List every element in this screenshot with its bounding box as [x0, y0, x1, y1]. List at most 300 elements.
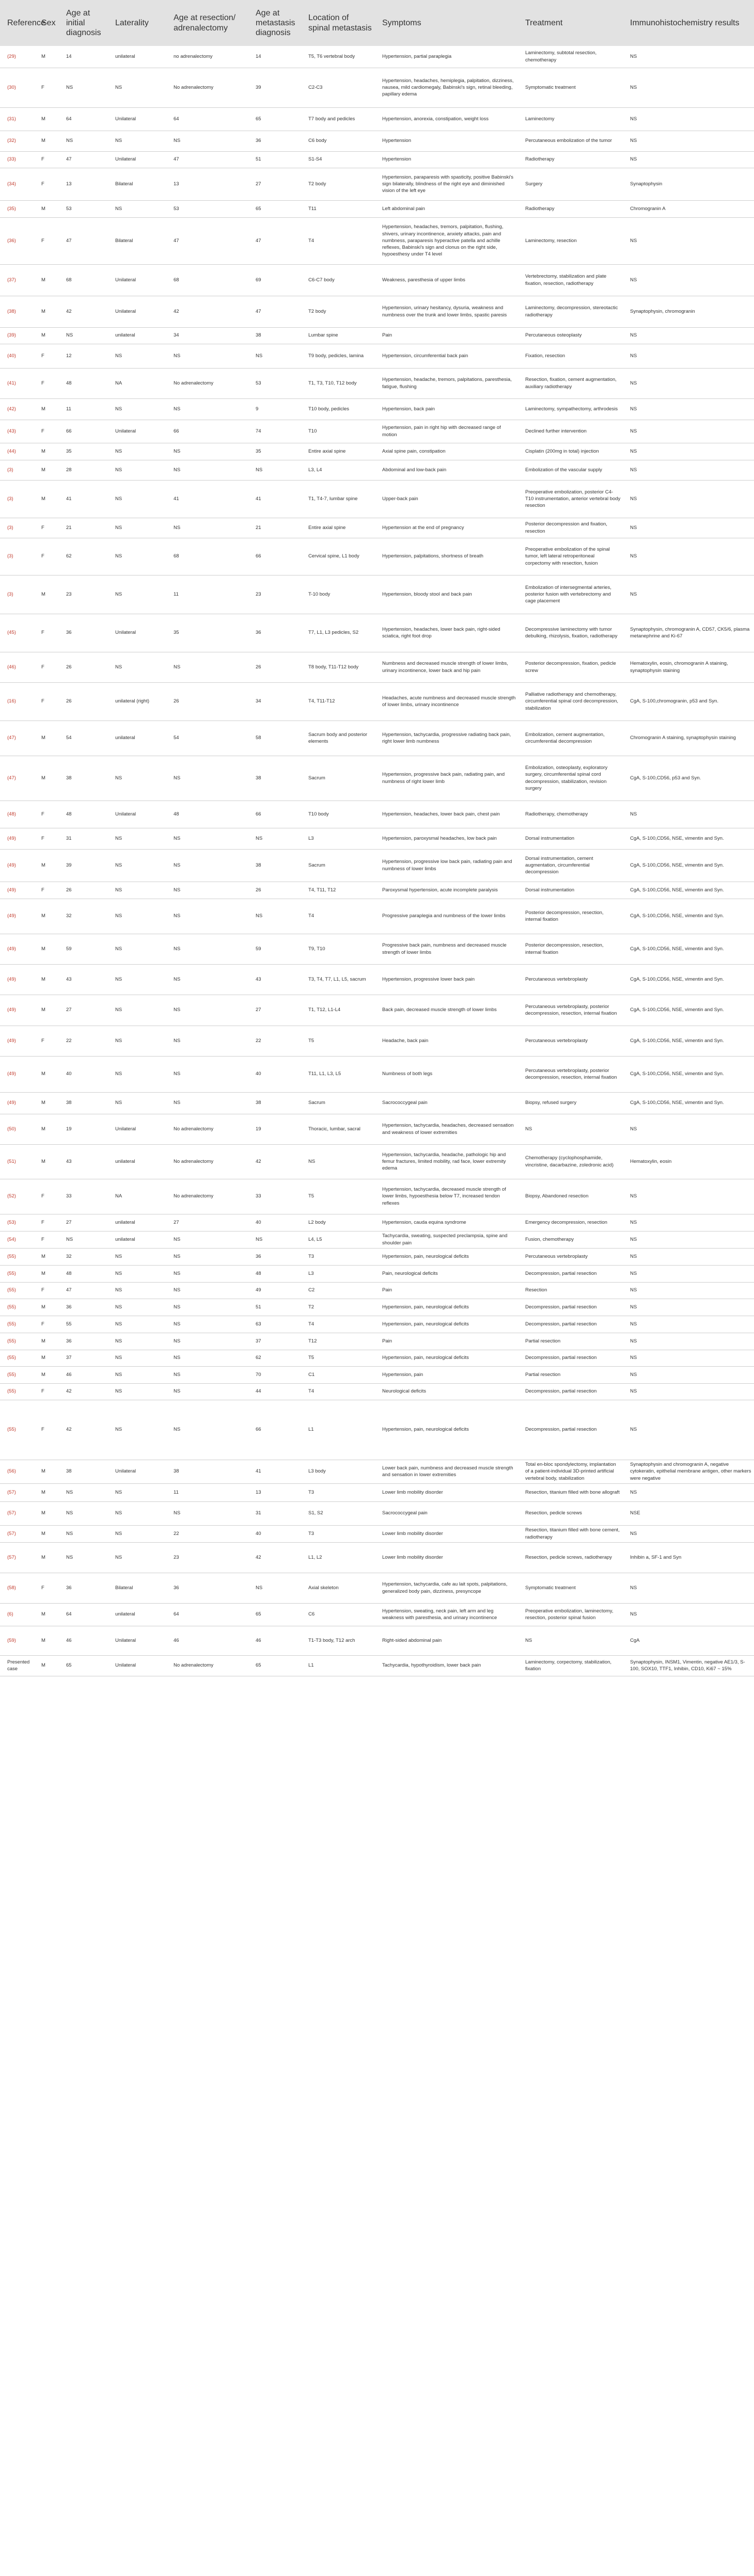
header-symptoms: Symptoms: [382, 18, 421, 27]
row-reference: (35): [7, 205, 16, 212]
row-age-metastasis: 40: [256, 1219, 261, 1225]
row-laterality: unilateral (right): [115, 698, 149, 705]
row-ihc: NS: [630, 1585, 637, 1591]
table-row: [0, 1525, 754, 1542]
row-symptoms: Progressive paraplegia and numbness of the lower limbs: [382, 913, 506, 919]
row-age-metastasis: 49: [256, 1287, 261, 1293]
row-reference: (3): [7, 495, 13, 502]
row-symptoms: Paroxysmal hypertension, acute incomplete paralysis: [382, 887, 498, 893]
row-treatment: Surgery: [525, 181, 543, 187]
row-sex: M: [41, 1338, 45, 1344]
row-symptoms: Tachycardia, hypothyroidism, lower back pain: [382, 1662, 481, 1669]
table-row: [0, 217, 754, 264]
row-ihc: NS: [630, 1304, 637, 1310]
row-location: T2 body: [308, 308, 326, 314]
row-age-metastasis: 62: [256, 1355, 261, 1361]
row-location: C2-C3: [308, 84, 323, 90]
table-row: [0, 296, 754, 327]
row-location: T7 body and pedicles: [308, 116, 355, 122]
row-treatment: Vertebrectomy, stabilization and plate fixation, resection, radiotherapy: [525, 274, 607, 286]
row-ihc: NS: [630, 332, 637, 339]
row-symptoms: Hypertension, tachycardia, progressive radiating back pain, right lower limb numbness: [382, 731, 511, 744]
row-reference: (32): [7, 138, 16, 144]
header-treatment: Treatment: [525, 18, 563, 27]
row-sex: M: [41, 1007, 45, 1013]
row-reference: (58): [7, 1585, 16, 1591]
row-treatment: Fixation, resection: [525, 353, 566, 359]
row-reference: (49): [7, 913, 16, 919]
row-symptoms: Right-sided abdominal pain: [382, 1637, 442, 1643]
row-treatment: Posterior decompression, fixation, pedicle screw: [525, 661, 616, 674]
row-symptoms: Numbness and decreased muscle strength of lower limbs, urinary incontinence, lower back and hip pain: [382, 661, 508, 674]
row-reference: (44): [7, 448, 16, 454]
row-sex: M: [41, 735, 45, 741]
row-symptoms: Hypertension, circumferential back pain: [382, 353, 468, 359]
row-age-initial: 14: [66, 54, 72, 60]
row-treatment: Preoperative embolization of the spinal tumor, left lateral retroperitoneal corpectomy with resection, fusion: [525, 547, 610, 566]
row-symptoms: Pain: [382, 1287, 392, 1293]
row-treatment: Partial resection: [525, 1371, 561, 1378]
row-symptoms: Lower limb mobility disorder: [382, 1554, 443, 1560]
row-sex: F: [41, 1193, 44, 1199]
row-symptoms: Hypertension, pain, neurological deficits: [382, 1427, 469, 1433]
row-treatment: Embolization of intersegmental arteries, posterior fusion with vertebrectomy and cage placement: [525, 584, 611, 604]
row-age-metastasis: 22: [256, 1037, 261, 1044]
row-location: L3, L4: [308, 467, 322, 473]
row-location: NS: [308, 1158, 316, 1164]
row-treatment: Embolization of the vascular supply: [525, 467, 602, 473]
row-laterality: NS: [115, 1489, 122, 1495]
row-ihc: CgA, S-100,CD56, NSE, vimentin and Syn.: [630, 835, 724, 841]
row-sex: M: [41, 1158, 45, 1164]
row-laterality: NS: [115, 913, 122, 919]
row-sex: F: [41, 1287, 44, 1293]
row-treatment: Percutaneous embolization of the tumor: [525, 138, 612, 144]
row-reference: (49): [7, 1071, 16, 1077]
row-location: T9 body, pedicles, lamina: [308, 353, 364, 359]
row-location: T4, T11, T12: [308, 887, 336, 893]
row-symptoms: Hypertension, bloody stool and back pain: [382, 591, 472, 597]
row-ihc: NS: [630, 54, 637, 60]
row-reference: (47): [7, 775, 16, 781]
row-symptoms: Pain: [382, 332, 392, 339]
row-laterality: Unilateral: [115, 308, 136, 314]
row-age-initial: 33: [66, 1193, 72, 1199]
row-laterality: NS: [115, 467, 122, 473]
row-age-initial: 35: [66, 448, 72, 454]
row-reference: (36): [7, 237, 16, 244]
row-location: C2: [308, 1287, 315, 1293]
row-age-resection: no adrenalectomy: [174, 54, 213, 60]
table-row: [0, 801, 754, 828]
row-symptoms: Tachycardia, sweating, suspected preclampsia, spine and shoulder pain: [382, 1233, 508, 1246]
row-treatment: Radiotherapy: [525, 156, 555, 163]
table-row: [0, 1265, 754, 1282]
row-symptoms: Hypertension, headaches, tremors, palpitation, flushing, shivers, urinary incontinence, anxiety attacks, pain and numbness, paraparesis hyperactive patella and achille reflexes, Babinski's sign and clonus on the right side, hypoesthesy under T4 level: [382, 224, 504, 258]
row-sex: F: [41, 1427, 44, 1433]
row-laterality: NS: [115, 1100, 122, 1106]
row-treatment: Embolization, cement augmentation, circumferential decompression: [525, 731, 605, 744]
row-age-resection: 66: [174, 428, 179, 434]
row-age-metastasis: 42: [256, 1554, 261, 1560]
row-age-resection: 41: [174, 495, 179, 502]
row-location: T10 body: [308, 811, 329, 817]
row-sex: M: [41, 1100, 45, 1106]
row-location: S1, S2: [308, 1510, 323, 1516]
row-age-metastasis: 43: [256, 976, 261, 982]
row-location: Thoracic, lumbar, sacral: [308, 1126, 360, 1132]
row-sex: M: [41, 1270, 45, 1276]
row-reference: (42): [7, 406, 16, 412]
row-age-metastasis: 70: [256, 1371, 261, 1378]
row-age-metastasis: 47: [256, 237, 261, 244]
row-reference: (49): [7, 835, 16, 841]
row-age-initial: 53: [66, 205, 72, 212]
row-age-resection: 26: [174, 698, 179, 705]
row-location: L3 body: [308, 1468, 326, 1475]
row-laterality: NS: [115, 591, 122, 597]
row-ihc: NS: [630, 467, 637, 473]
row-laterality: Unilateral: [115, 1662, 136, 1669]
row-age-initial: 62: [66, 553, 72, 559]
row-treatment: Dorsal instrumentation, cement augmentation, circumferential decompression: [525, 855, 593, 875]
row-treatment: Symptomatic treatment: [525, 1585, 576, 1591]
row-symptoms: Hypertension, palpitations, shortness of breath: [382, 553, 483, 559]
row-laterality: unilateral: [115, 1611, 135, 1618]
row-age-initial: 36: [66, 630, 72, 636]
row-laterality: NS: [115, 448, 122, 454]
row-age-resection: No adrenalectomy: [174, 1126, 214, 1132]
row-sex: M: [41, 1355, 45, 1361]
row-age-resection: No adrenalectomy: [174, 84, 214, 90]
row-sex: F: [41, 1037, 44, 1044]
row-age-resection: NS: [174, 1321, 181, 1327]
row-age-metastasis: 53: [256, 380, 261, 386]
row-sex: M: [41, 332, 45, 339]
row-laterality: NS: [115, 1530, 122, 1537]
row-ihc: Inhibin a, SF-1 and Syn: [630, 1554, 682, 1560]
row-location: T8 body, T11-T12 body: [308, 664, 359, 670]
table-row: [0, 327, 754, 344]
row-reference: (50): [7, 1126, 16, 1132]
row-age-metastasis: 38: [256, 862, 261, 868]
row-location: L1: [308, 1427, 314, 1433]
row-treatment: Total en-bloc spondylectomy, implantation of a patient-individual 3D-printed artificial vertebral body, stabilization: [525, 1462, 616, 1481]
row-sex: F: [41, 1236, 44, 1242]
row-reference: (49): [7, 1100, 16, 1106]
row-symptoms: Hypertension: [382, 156, 411, 163]
row-symptoms: Headaches, acute numbness and decreased muscle strength of lower limbs, urinary incontinence: [382, 695, 516, 708]
row-age-metastasis: 23: [256, 591, 261, 597]
row-ihc: NS: [630, 116, 637, 122]
row-laterality: NS: [115, 1355, 122, 1361]
row-sex: F: [41, 835, 44, 841]
row-symptoms: Pain, neurological deficits: [382, 1270, 438, 1276]
row-laterality: NS: [115, 84, 122, 90]
table-row: [0, 46, 754, 68]
row-ihc: NS: [630, 1287, 637, 1293]
row-age-initial: 47: [66, 156, 72, 163]
row-age-initial: 39: [66, 862, 72, 868]
row-age-resection: 53: [174, 205, 179, 212]
row-age-metastasis: 27: [256, 181, 261, 187]
row-age-resection: NS: [174, 1304, 181, 1310]
row-reference: (55): [7, 1287, 16, 1293]
row-location: L3: [308, 1270, 314, 1276]
table-row: [0, 652, 754, 682]
row-sex: F: [41, 84, 44, 90]
row-age-resection: 68: [174, 553, 179, 559]
row-reference: (55): [7, 1427, 16, 1433]
row-age-resection: No adrenalectomy: [174, 1193, 214, 1199]
row-location: T10 body, pedicles: [308, 406, 350, 412]
row-age-metastasis: 26: [256, 887, 261, 893]
row-age-initial: 64: [66, 1611, 72, 1618]
row-age-resection: No adrenalectomy: [174, 1158, 214, 1164]
row-reference: (59): [7, 1637, 16, 1643]
row-sex: F: [41, 380, 44, 386]
row-treatment: Decompression, partial resection: [525, 1427, 597, 1433]
row-laterality: unilateral: [115, 1219, 135, 1225]
row-symptoms: Hypertension, progressive back pain, radiating pain, and numbness of right lower limb: [382, 772, 505, 785]
row-location: T4: [308, 913, 315, 919]
row-symptoms: Hypertension, partial paraplegia: [382, 54, 452, 60]
row-location: Sacrum: [308, 775, 325, 781]
row-location: T2: [308, 1304, 315, 1310]
row-location: L3: [308, 835, 314, 841]
row-location: Sacrum: [308, 1100, 325, 1106]
row-sex: M: [41, 308, 45, 314]
row-age-initial: 13: [66, 181, 72, 187]
row-age-metastasis: 35: [256, 448, 261, 454]
row-treatment: Radiotherapy: [525, 205, 555, 212]
row-age-resection: NS: [174, 1510, 181, 1516]
row-ihc: Chromogranin A staining, synaptophysin staining: [630, 735, 736, 741]
row-sex: M: [41, 775, 45, 781]
row-age-initial: 27: [66, 1007, 72, 1013]
row-treatment: Palliative radiotherapy and chemotherapy, circumferential spinal cord decompression, stabilization: [525, 692, 619, 711]
row-sex: F: [41, 664, 44, 670]
row-age-initial: 27: [66, 1219, 72, 1225]
row-age-resection: NS: [174, 1236, 181, 1242]
row-age-initial: 38: [66, 1468, 72, 1475]
table-row: [0, 1573, 754, 1603]
table-row: [0, 1299, 754, 1316]
row-treatment: Posterior decompression, resection, internal fixation: [525, 942, 604, 955]
row-ihc: NS: [630, 448, 637, 454]
table-row: [0, 1483, 754, 1501]
row-age-resection: NS: [174, 1371, 181, 1378]
row-age-initial: 32: [66, 1253, 72, 1259]
row-laterality: NS: [115, 1287, 122, 1293]
row-sex: M: [41, 1662, 45, 1669]
row-reference: (55): [7, 1304, 16, 1310]
table-row: [0, 538, 754, 575]
table-row: [0, 995, 754, 1026]
row-location: T4: [308, 237, 315, 244]
row-reference: (3): [7, 591, 13, 597]
row-age-initial: 21: [66, 524, 72, 531]
row-treatment: Chemotherapy (cyclophosphamide, vincristine, dacarbazine, zoledronic acid): [525, 1155, 614, 1168]
table-row: [0, 1542, 754, 1573]
row-age-resection: No adrenalectomy: [174, 380, 214, 386]
row-age-metastasis: 41: [256, 1468, 261, 1475]
row-location: L1, L2: [308, 1554, 322, 1560]
row-reference: (57): [7, 1489, 16, 1495]
row-reference: (52): [7, 1193, 16, 1199]
row-treatment: Symptomatic treatment: [525, 84, 576, 90]
row-treatment: Radiotherapy, chemotherapy: [525, 811, 588, 817]
row-symptoms: Neurological deficits: [382, 1388, 427, 1395]
row-laterality: NS: [115, 1427, 122, 1433]
row-age-metastasis: 48: [256, 1270, 261, 1276]
row-laterality: unilateral: [115, 1236, 135, 1242]
table-row: [0, 1501, 754, 1525]
row-laterality: NS: [115, 1554, 122, 1560]
row-location: Sacrum body and posterior elements: [308, 731, 368, 744]
row-age-initial: NS: [66, 1554, 73, 1560]
row-location: T7, L1, L3 pedicles, S2: [308, 630, 359, 636]
table-row: [0, 899, 754, 934]
row-location: C6-C7 body: [308, 277, 335, 283]
row-reference: (57): [7, 1510, 16, 1516]
row-age-initial: NS: [66, 332, 73, 339]
row-age-resection: 54: [174, 735, 179, 741]
row-location: T9, T10: [308, 946, 325, 952]
row-ihc: NS: [630, 1355, 637, 1361]
row-symptoms: Numbness of both legs: [382, 1071, 433, 1077]
row-ihc: NS: [630, 1611, 637, 1618]
table-row: [0, 480, 754, 518]
header-ihc: Immunohistochemistry results: [630, 18, 740, 27]
row-reference: (39): [7, 332, 16, 339]
row-treatment: Laminectomy, corpectomy, stabilization, fixation: [525, 1659, 612, 1672]
row-reference: (45): [7, 630, 16, 636]
row-age-metastasis: 65: [256, 1611, 261, 1618]
table-header: [0, 0, 754, 46]
row-sex: F: [41, 181, 44, 187]
row-treatment: Decompression, partial resection: [525, 1304, 597, 1310]
row-age-resection: NS: [174, 1270, 181, 1276]
row-location: T3: [308, 1530, 315, 1537]
row-sex: M: [41, 946, 45, 952]
row-reference: (43): [7, 428, 16, 434]
row-age-initial: 48: [66, 1270, 72, 1276]
header-age-metastasis: Age at metastasis diagnosis: [256, 8, 295, 38]
row-ihc: Synaptophysin, INSM1, Vimentin, negative AE1/3, S-100, SOX10, TTF1, Inhibin, CD10, Ki67 ~ 15%: [630, 1659, 745, 1672]
row-symptoms: Back pain, decreased muscle strength of lower limbs: [382, 1007, 497, 1013]
row-age-metastasis: 33: [256, 1193, 261, 1199]
header-reference: Reference: [7, 18, 45, 27]
row-location: T12: [308, 1338, 317, 1344]
row-location: T1, T4-7, lumbar spine: [308, 495, 358, 502]
row-age-metastasis: 40: [256, 1071, 261, 1077]
row-location: C6 body: [308, 138, 327, 144]
row-sex: F: [41, 428, 44, 434]
row-age-metastasis: 36: [256, 1253, 261, 1259]
row-laterality: NS: [115, 495, 122, 502]
table-row: [0, 1603, 754, 1626]
row-age-metastasis: 65: [256, 205, 261, 212]
row-sex: M: [41, 1253, 45, 1259]
row-age-resection: 11: [174, 591, 179, 597]
row-sex: F: [41, 1219, 44, 1225]
row-age-resection: NS: [174, 913, 181, 919]
table-row: [0, 614, 754, 652]
row-ihc: NS: [630, 811, 637, 817]
row-symptoms: Left abdominal pain: [382, 205, 425, 212]
row-age-metastasis: 26: [256, 664, 261, 670]
row-age-metastasis: 58: [256, 735, 261, 741]
row-location: T1-T3 body, T12 arch: [308, 1637, 355, 1643]
row-location: Axial skeleton: [308, 1585, 339, 1591]
row-age-resection: NS: [174, 1355, 181, 1361]
row-ihc: Synaptophysin, chromogranin: [630, 308, 695, 314]
row-ihc: CgA, S-100,CD56, NSE, vimentin and Syn.: [630, 913, 724, 919]
row-reference: (49): [7, 862, 16, 868]
row-age-resection: 46: [174, 1637, 179, 1643]
row-age-initial: 28: [66, 467, 72, 473]
row-treatment: Percutaneous vertebroplasty: [525, 976, 588, 982]
row-ihc: NS: [630, 1388, 637, 1395]
row-reference: (55): [7, 1355, 16, 1361]
row-age-metastasis: 65: [256, 1662, 261, 1669]
row-age-resection: 23: [174, 1554, 179, 1560]
table-row: [0, 756, 754, 801]
table-row: [0, 682, 754, 721]
table-row: [0, 1114, 754, 1144]
row-laterality: NS: [115, 1338, 122, 1344]
table-row: [0, 1383, 754, 1400]
row-sex: M: [41, 448, 45, 454]
row-laterality: NS: [115, 1321, 122, 1327]
row-reference: (33): [7, 156, 16, 163]
row-age-metastasis: 51: [256, 1304, 261, 1310]
row-age-initial: NS: [66, 84, 73, 90]
row-sex: F: [41, 156, 44, 163]
row-sex: M: [41, 1637, 45, 1643]
row-ihc: NS: [630, 277, 637, 283]
row-reference: (51): [7, 1158, 16, 1164]
row-ihc: CgA, S-100,CD56, NSE, vimentin and Syn.: [630, 887, 724, 893]
table-row: [0, 934, 754, 964]
row-age-metastasis: NS: [256, 1585, 263, 1591]
row-age-metastasis: 14: [256, 54, 261, 60]
row-age-resection: NS: [174, 1388, 181, 1395]
row-symptoms: Hypertension, tachycardia, cafe au lait spots, palpitations, generalized body pain, dizziness, presyncope: [382, 1581, 508, 1594]
row-symptoms: Progressive back pain, numbness and decreased muscle strength of lower limbs: [382, 942, 507, 955]
row-age-metastasis: NS: [256, 1236, 263, 1242]
table-row: [0, 68, 754, 107]
row-age-initial: 65: [66, 1662, 72, 1669]
row-symptoms: Hypertension, headaches, hemiplegia, palpitation, dizziness, nausea, mild cardiomegaly, Babinski's sign, retinal bleeding, papillary edema: [382, 77, 514, 98]
row-reference: (55): [7, 1253, 16, 1259]
row-laterality: unilateral: [115, 735, 135, 741]
row-treatment: Decompression, partial resection: [525, 1388, 597, 1395]
table-row: [0, 1056, 754, 1092]
row-age-metastasis: NS: [256, 835, 263, 841]
row-age-resection: NS: [174, 1037, 181, 1044]
row-location: T5, T6 vertebral body: [308, 54, 355, 60]
row-ihc: CgA, S-100,CD56, NSE, vimentin and Syn.: [630, 1100, 724, 1106]
row-laterality: Unilateral: [115, 116, 136, 122]
row-ihc: NS: [630, 156, 637, 163]
row-symptoms: Hypertension, headaches, lower back pain, right-sided sciatica, right foot drop: [382, 626, 500, 639]
row-treatment: Decompression, partial resection: [525, 1355, 597, 1361]
row-ihc: CgA, S-100,CD56, NSE, vimentin and Syn.: [630, 1007, 724, 1013]
row-sex: F: [41, 630, 44, 636]
row-age-initial: 31: [66, 835, 72, 841]
